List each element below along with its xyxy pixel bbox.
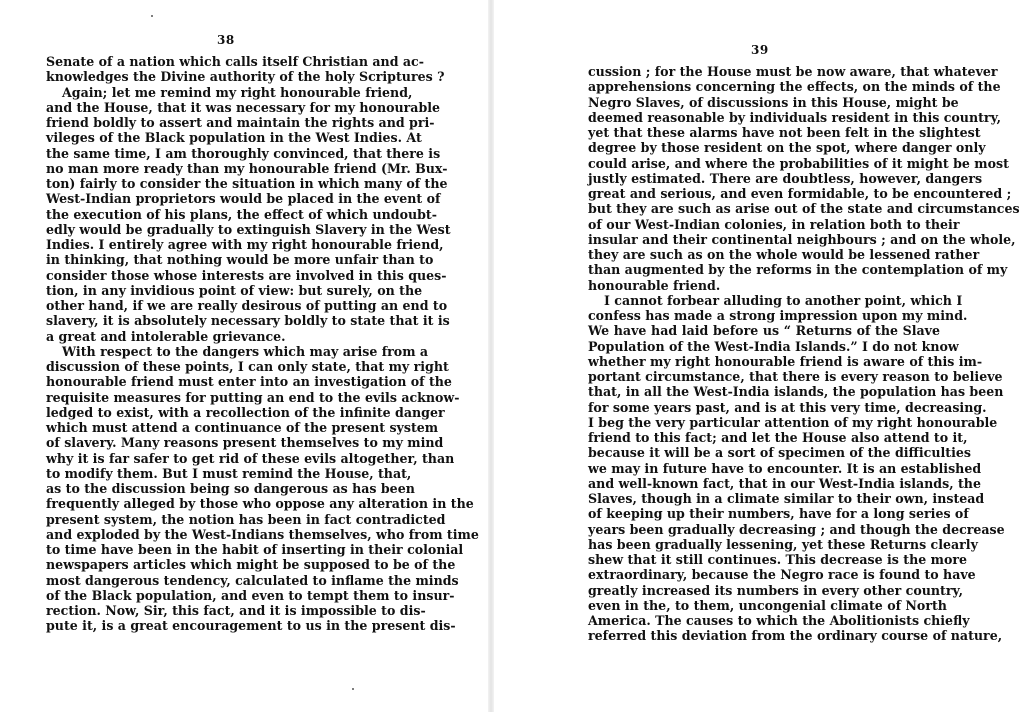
left-text-column [46,54,479,634]
text-line: greatly increased its numbers in every other country, [588,582,964,598]
text-line: discussion of these points, I can only state, that my right [46,359,449,374]
right-page [494,0,1020,712]
text-line: Negro Slaves, of discussions in this House, might be [588,94,959,110]
text-line: most dangerous tendency, calculated to inflame the minds [46,572,459,588]
text-line: a great and intolerable grievance. [46,328,286,344]
text-line: that, in all the West-India islands, the population has been [588,384,1004,400]
text-line: Indies. I entirely agree with my right honourable friend, [46,237,444,252]
text-line: the execution of his plans, the effect of which undoubt- [46,206,437,222]
text-line: of the Black population, and even to tempt them to insur- [46,587,455,603]
text-line: which must attend a continuance of the present system [46,420,439,435]
text-line: West-Indian proprietors would be placed in the event of [46,191,441,207]
text-line: in thinking, that nothing would be more unfair than to [46,252,434,268]
text-line: extraordinary, because the Negro race is found to have [588,567,976,583]
text-line: honourable friend must enter into an investigation of the [46,374,452,390]
text-line: of keeping up their numbers, have for a long series of [588,506,969,522]
text-line: honourable friend. [588,277,721,293]
text-line: tion, in any invidious point of view: but surely, on the [46,282,423,298]
text-line: newspapers articles which might be supposed to be of the [46,557,456,573]
text-line: even in the, to them, uncongenial climate of North [588,597,947,613]
text-line: they are such as on the whole would be lessened rather [588,247,980,262]
text-line: edly would be gradually to extinguish Slavery in the West [46,221,451,237]
text-line: and the House, that it was necessary for my honourable [46,99,441,115]
text-line: apprehensions concerning the effects, on the minds of the [588,79,1001,95]
text-line: Slaves, though in a climate similar to their own, instead [588,491,985,506]
text-line: deemed reasonable by individuals resident in this country, [588,109,1002,125]
text-line: of our West-Indian colonies, in relation both to their [588,216,960,232]
text-line: to modify them. But I must remind the House, that, [46,465,412,481]
text-line: the same time, I am thoroughly convinced, that there is [46,145,441,161]
text-line: than augmented by the reforms in the contemplation of my [588,262,1008,278]
text-line: shew that it still continues. This decrease is the more [588,552,968,567]
text-line: Senate of a nation which calls itself Christian and ac- [46,54,424,69]
text-line: could arise, and where the probabilities of it might be most [588,155,1009,171]
text-line: but they are such as arise out of the state and circumstances [588,201,1020,217]
text-line: other hand, if we are really desirous of putting an end to [46,298,448,313]
text-line: friend boldly to assert and maintain the rights and pri- [46,115,435,130]
text-line: whether my right honourable friend is aware of this im- [588,353,983,369]
page-number-left: 38 [217,33,235,47]
text-line: consider those whose interests are involved in this ques- [46,267,447,283]
text-line: Population of the West-India Islands.” I do not know [588,338,959,354]
text-line: and exploded by the West-Indians themselves, who from time [46,526,479,542]
text-line: vileges of the Black population in the West Indies. At [46,130,422,146]
text-line: Again; let me remind my right honourable friend, [62,84,413,100]
text-line: for some years past, and is at this very time, decreasing. [588,399,987,415]
text-line: no man more ready than my honourable friend (Mr. Bux- [46,160,448,176]
text-line: We have had laid before us “ Returns of the Slave [588,323,940,339]
text-line: America. The causes to which the Abolitionists chiefly [588,613,970,628]
text-line: degree by those resident on the spot, where danger only [588,140,986,156]
text-line: justly estimated. There are doubtless, however, dangers [588,170,983,186]
page-number-right: 39 [751,43,769,57]
text-line: requisite measures for putting an end to the evils acknow- [46,389,460,405]
text-line: as to the discussion being so dangerous as has been [46,481,415,496]
left-page [0,0,488,712]
text-line: rection. Now, Sir, this fact, and it is impossible to dis- [46,603,426,618]
text-line: confess has made a strong impression upon my mind. [588,308,968,323]
text-line: pute it, is a great encouragement to us in the present dis- [46,618,456,634]
text-line: ledged to exist, with a recollection of the infinite danger [46,404,445,420]
text-line: to time have been in the habit of inserting in their colonial [46,542,464,557]
text-line: portant circumstance, that there is every reason to believe [588,369,1003,384]
text-line: we may in future have to encounter. It is an established [588,460,982,476]
text-line: cussion ; for the House must be now aware, that whatever [588,64,998,79]
text-line: friend to this fact; and let the House also attend to it, [588,430,968,445]
right-text-column [588,64,1020,644]
text-line: referred this deviation from the ordinary course of nature, [588,628,1003,644]
text-line: knowledges the Divine authority of the holy Scriptures ? [46,69,445,85]
text-line: yet that these alarms have not been felt in the slightest [588,125,981,140]
text-line: because it will be a sort of specimen of the difficulties [588,445,971,461]
text-line: why it is far safer to get rid of these evils altogether, than [46,450,455,466]
text-line: I beg the very particular attention of my right honourable [588,414,998,430]
text-line: great and serious, and even formidable, to be encountered ; [588,186,1012,201]
text-line: slavery, it is absolutely necessary boldly to state that it is [46,313,450,329]
text-line: has been gradually lessening, yet these Returns clearly [588,536,978,552]
text-line: and well-known fact, that in our West-India islands, the [588,475,981,491]
text-line: insular and their continental neighbours ; and on the whole, [588,231,1016,247]
text-line: I cannot forbear alluding to another point, which I [604,292,963,308]
text-line: of slavery. Many reasons present themselves to my mind [46,435,444,451]
text-line: years been gradually decreasing ; and though the decrease [588,521,1005,537]
text-line: With respect to the dangers which may arise from a [62,343,429,359]
text-line: frequently alleged by those who oppose any alteration in the [46,496,474,512]
text-line: present system, the notion has been in fact contradicted [46,511,446,527]
text-line: ton) fairly to consider the situation in which many of the [46,176,448,191]
